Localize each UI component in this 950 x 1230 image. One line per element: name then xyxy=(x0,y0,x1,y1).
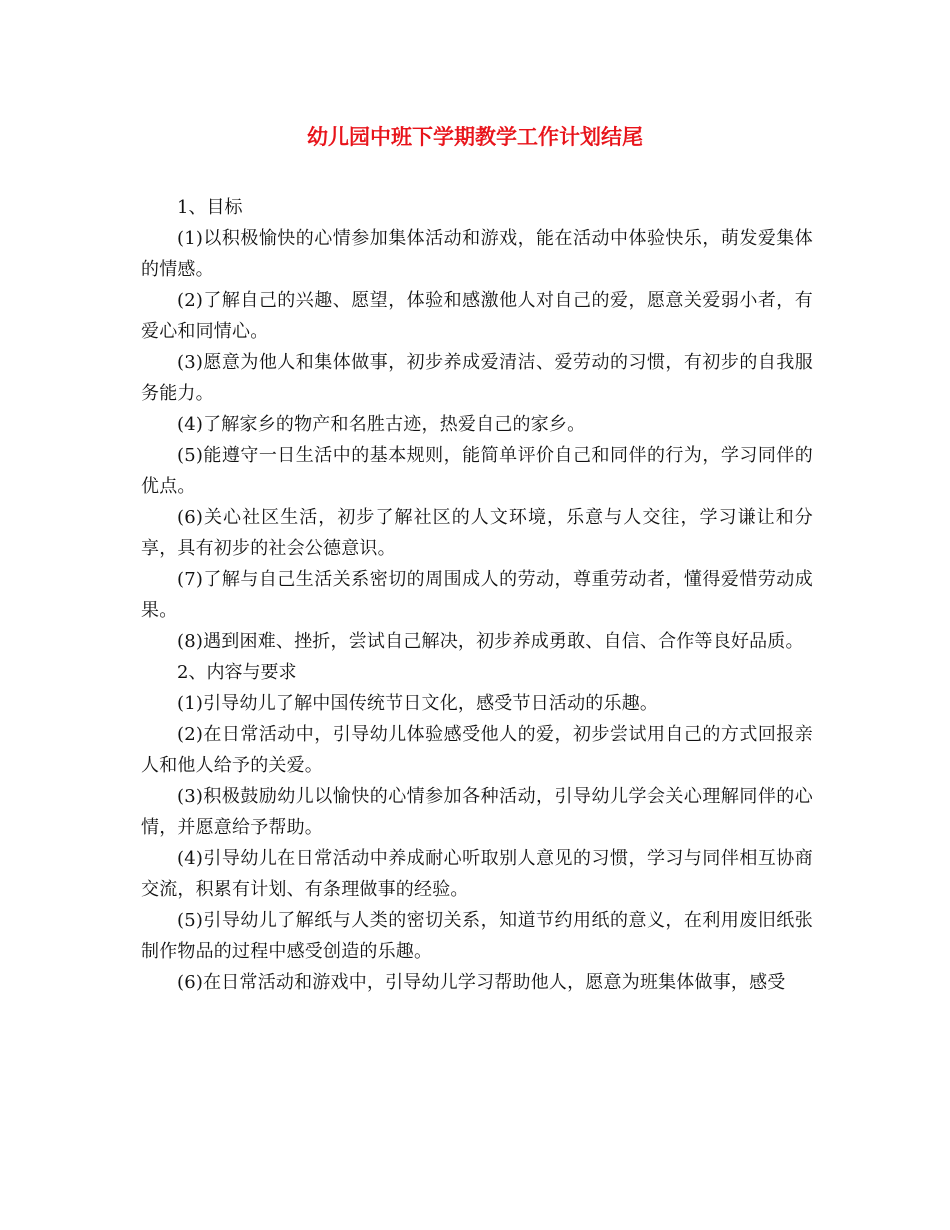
goal-item-4: (4)了解家乡的物产和名胜古迹，热爱自己的家乡。 xyxy=(177,414,586,435)
section-heading-goals: 1、目标 xyxy=(177,197,243,218)
goal-item-2: (2)了解自己的兴趣、愿望，体验和感激他人对自己的爱，愿意关爱弱小者，有爱心和同情心。 xyxy=(141,290,813,342)
goal-item-8: (8)遇到困难、挫折，尝试自己解决，初步养成勇敢、自信、合作等良好品质。 xyxy=(177,631,804,652)
content-item-2: (2)在日常活动中，引导幼儿体验感受他人的爱，初步尝试用自己的方式回报亲人和他人给予的关爱。 xyxy=(141,724,813,776)
goal-item-1: (1)以积极愉快的心情参加集体活动和游戏，能在活动中体验快乐，萌发爱集体的情感。 xyxy=(141,228,813,280)
content-item-3: (3)积极鼓励幼儿以愉快的心情参加各种活动，引导幼儿学会关心理解同伴的心情，并愿意给予帮助。 xyxy=(141,786,813,838)
content-item-6: (6)在日常活动和游戏中，引导幼儿学习帮助他人，愿意为班集体做事，感受 xyxy=(177,972,786,993)
content-item-4: (4)引导幼儿在日常活动中养成耐心听取别人意见的习惯，学习与同伴相互协商交流，积累有计划、有条理做事的经验。 xyxy=(141,848,813,900)
content-item-5: (5)引导幼儿了解纸与人类的密切关系，知道节约用纸的意义，在利用废旧纸张制作物品的过程中感受创造的乐趣。 xyxy=(141,910,813,962)
goal-item-5: (5)能遵守一日生活中的基本规则，能简单评价自己和同伴的行为，学习同伴的优点。 xyxy=(141,445,813,497)
content-item-1: (1)引导幼儿了解中国传统节日文化，感受节日活动的乐趣。 xyxy=(177,693,659,714)
goal-item-3: (3)愿意为他人和集体做事，初步养成爱清洁、爱劳动的习惯，有初步的自我服务能力。 xyxy=(141,352,813,404)
section-heading-content: 2、内容与要求 xyxy=(177,662,297,683)
goal-item-6: (6)关心社区生活，初步了解社区的人文环境，乐意与人交往，学习谦让和分享，具有初步的社会公德意识。 xyxy=(141,507,813,559)
document-body xyxy=(141,192,813,998)
goal-item-7: (7)了解与自己生活关系密切的周围成人的劳动，尊重劳动者，懂得爱惜劳动成果。 xyxy=(141,569,813,621)
document-title: 幼儿园中班下学期教学工作计划结尾 xyxy=(307,125,643,149)
